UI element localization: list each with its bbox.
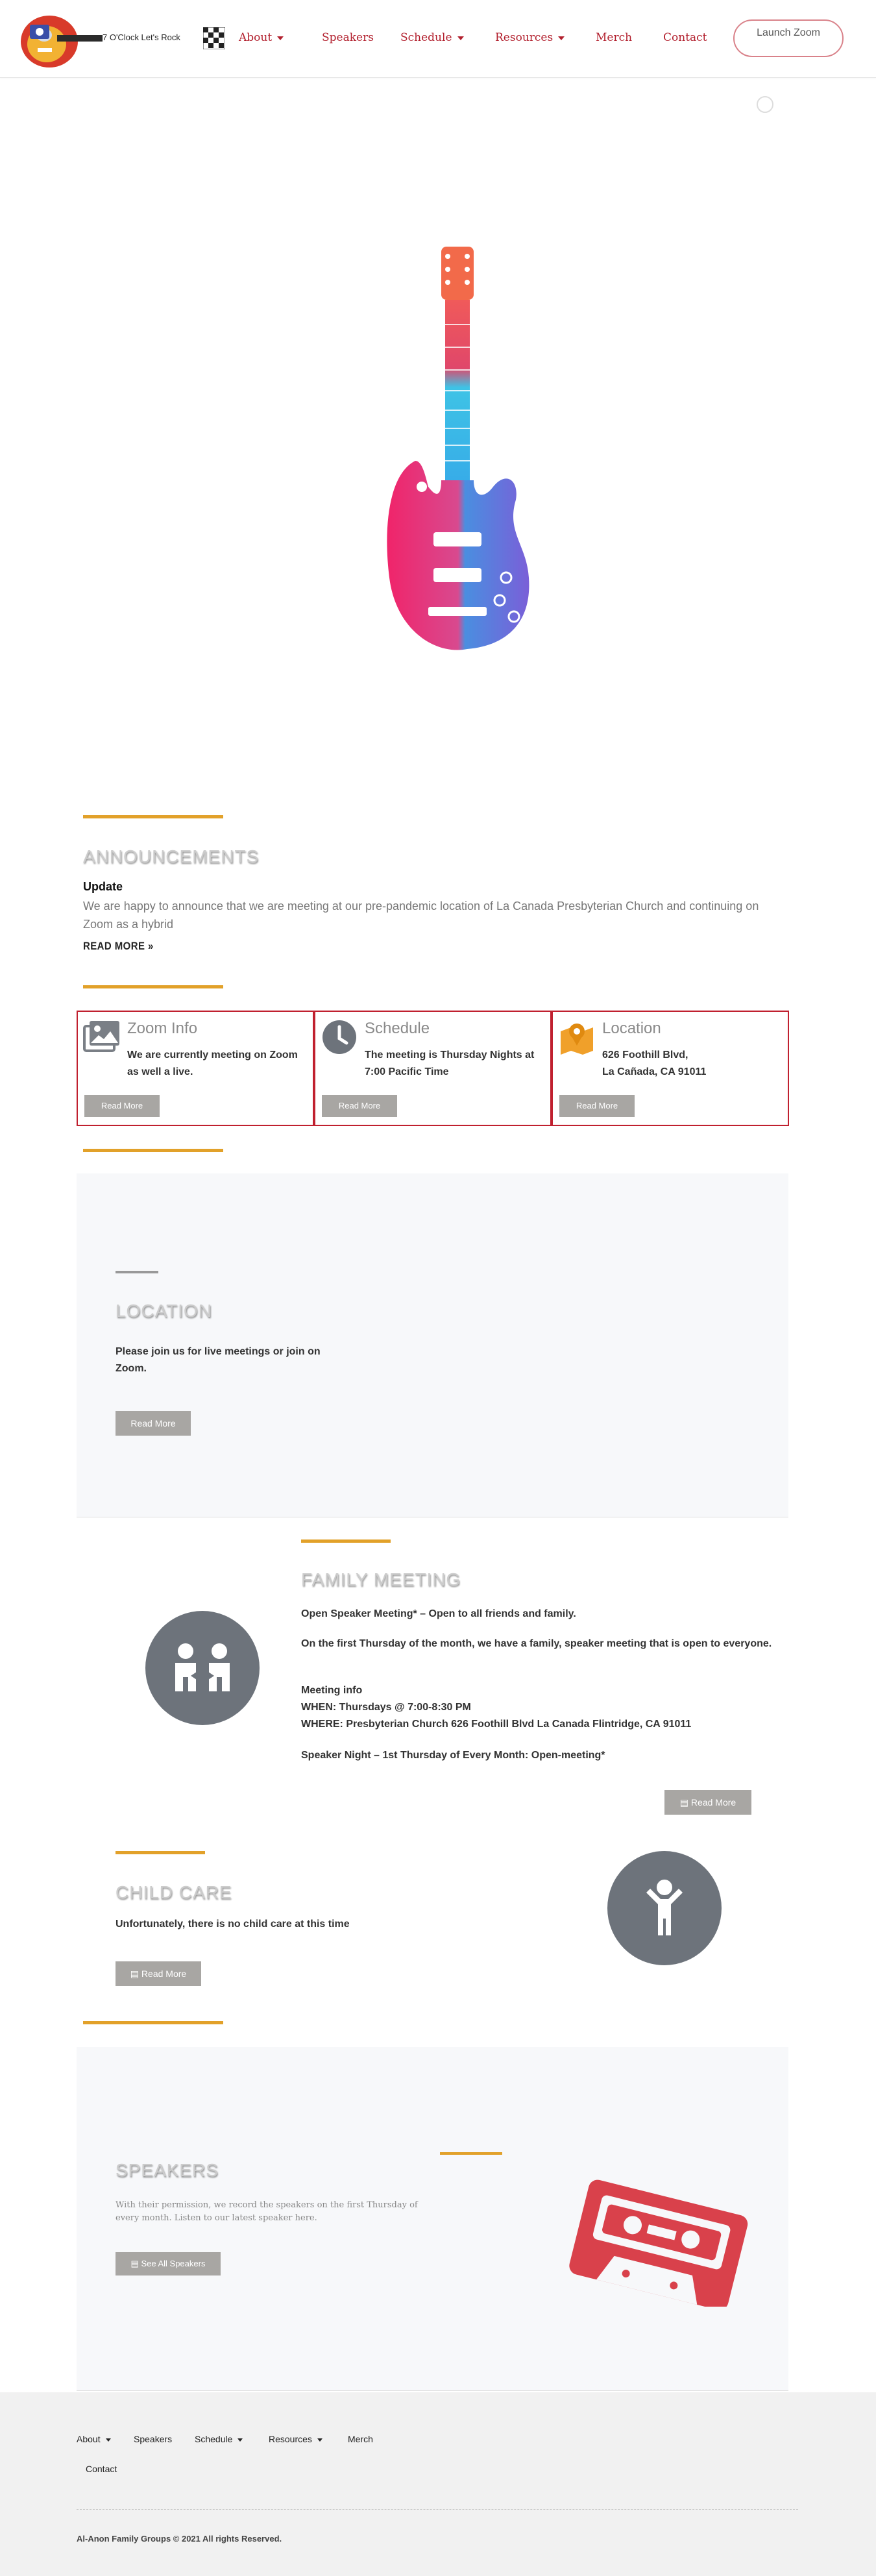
- site-header: [0, 0, 876, 78]
- speakers-section: [77, 2047, 788, 2391]
- copyright-text: Al-Anon Family Groups © 2021 All rights Reserved.: [77, 2534, 282, 2544]
- nav-resources-label: Resources: [495, 31, 554, 44]
- site-footer: [0, 2392, 876, 2576]
- checkered-icon: [203, 27, 225, 49]
- nav-schedule[interactable]: [400, 31, 464, 44]
- speakers-body: With their permission, we record the speakers on the first Thursday of every month. Listen to our latest speaker here.: [116, 2200, 418, 2223]
- announcement-body: We are happy to announce that we are meeting at our pre-pandemic location of La Canada Presbyterian Church and continuing on Zoom as a hybrid: [83, 900, 759, 931]
- section-divider: [440, 2152, 502, 2155]
- footer-schedule-label: Schedule: [195, 2434, 233, 2444]
- schedule-title: Schedule: [365, 1020, 430, 1037]
- meeting-when: WHEN: Thursdays @ 7:00-8:30 PM: [301, 1702, 471, 1713]
- nav-about[interactable]: [239, 31, 284, 44]
- announcements-title: ANNOUNCEMENTS: [83, 846, 260, 866]
- footer-nav-about[interactable]: [77, 2434, 111, 2444]
- footer-nav-resources[interactable]: [269, 2434, 322, 2444]
- people-icon: [145, 1611, 260, 1725]
- location-section: [77, 1173, 788, 1517]
- see-all-speakers-label: See All Speakers: [141, 2259, 206, 2268]
- nav-contact[interactable]: [663, 31, 707, 44]
- family-meeting-read-more-button[interactable]: [664, 1790, 751, 1815]
- zoom-info-read-more-button[interactable]: Read More: [84, 1095, 160, 1117]
- child-care-button-label: Read More: [141, 1969, 187, 1979]
- site-logo[interactable]: [18, 9, 213, 69]
- footer-nav-schedule[interactable]: [195, 2434, 243, 2444]
- section-divider: [116, 1271, 158, 1273]
- speakers-title: SPEAKERS: [116, 2160, 219, 2180]
- section-divider: [83, 815, 223, 818]
- location-read-more-button[interactable]: Read More: [559, 1095, 635, 1117]
- nav-schedule-label: Schedule: [400, 31, 452, 44]
- footer-nav-contact[interactable]: [86, 2464, 117, 2474]
- family-meeting-button-label: Read More: [690, 1797, 736, 1808]
- chevron-down-icon: [277, 36, 284, 40]
- document-icon: ▤: [679, 1797, 691, 1808]
- chevron-down-icon: [317, 2438, 322, 2442]
- image-gallery-icon: [83, 1018, 121, 1056]
- zoom-info-body: We are currently meeting on Zoom as well a live.: [127, 1049, 298, 1077]
- schedule-body: The meeting is Thursday Nights at 7:00 Pacific Time: [365, 1049, 535, 1077]
- map-icon: [558, 1018, 596, 1056]
- document-icon: ▤: [130, 2259, 141, 2268]
- footer-resources-label: Resources: [269, 2434, 312, 2444]
- footer-nav-speakers[interactable]: [134, 2434, 172, 2444]
- location-read-more-button[interactable]: Read More: [116, 1411, 191, 1436]
- section-divider: [83, 985, 223, 988]
- footer-divider: [77, 2509, 798, 2510]
- footer-nav-merch[interactable]: [348, 2434, 373, 2444]
- location-card-title: Location: [602, 1020, 661, 1037]
- cassette-tape-icon: [562, 2177, 757, 2307]
- meeting-where: WHERE: Presbyterian Church 626 Foothill Blvd La Canada Flintridge, CA 91011: [301, 1719, 692, 1730]
- schedule-card: [314, 1011, 552, 1126]
- child-care-icon-wrap: [607, 1851, 722, 1965]
- logo-text: 7 O'Clock Let's Rock: [103, 32, 180, 42]
- guitar-hero-image: [376, 240, 539, 662]
- child-care-body: Unfortunately, there is no child care at this time: [116, 1919, 350, 1930]
- nav-about-label: About: [239, 31, 273, 44]
- location-title: LOCATION: [116, 1301, 213, 1321]
- location-card-body: [602, 1047, 777, 1081]
- footer-about-label: About: [77, 2434, 101, 2444]
- section-divider: [116, 1851, 205, 1854]
- location-address-line2: La Cañada, CA 91011: [602, 1066, 707, 1077]
- document-icon: ▤: [130, 1969, 141, 1979]
- nav-merch-label: Merch: [596, 31, 633, 44]
- nav-speakers-label: Speakers: [322, 31, 374, 44]
- announcement-update-label: Update: [83, 880, 123, 893]
- zoom-info-card: [77, 1011, 314, 1126]
- schedule-read-more-button[interactable]: Read More: [322, 1095, 397, 1117]
- zoom-info-title: Zoom Info: [127, 1020, 198, 1037]
- footer-speakers-label: Speakers: [134, 2434, 173, 2444]
- chevron-down-icon: [457, 36, 464, 40]
- meeting-info-label: Meeting info: [301, 1685, 363, 1696]
- family-meeting-line2: On the first Thursday of the month, we have a family, speaker meeting that is open to everyone.: [301, 1638, 772, 1649]
- nav-speakers[interactable]: [322, 31, 374, 44]
- announcement-read-more-link[interactable]: READ MORE »: [83, 940, 154, 952]
- chevron-down-icon: [237, 2438, 243, 2442]
- section-divider: [83, 2021, 223, 2024]
- family-meeting-line1: Open Speaker Meeting* – Open to all friends and family.: [301, 1608, 576, 1619]
- location-card: [552, 1011, 789, 1126]
- child-icon: [607, 1851, 722, 1965]
- section-divider: [301, 1539, 391, 1543]
- family-meeting-icon-wrap: [145, 1611, 260, 1725]
- guitar-logo-icon: [18, 9, 103, 69]
- see-all-speakers-button[interactable]: [116, 2252, 221, 2275]
- chevron-down-icon: [558, 36, 565, 40]
- section-divider: [83, 1149, 223, 1152]
- child-care-title: CHILD CARE: [116, 1882, 232, 1902]
- nav-merch[interactable]: [596, 31, 632, 44]
- location-body: Please join us for live meetings or join on Zoom.: [116, 1346, 321, 1374]
- footer-merch-label: Merch: [348, 2434, 373, 2444]
- loading-spinner-icon: [757, 96, 773, 113]
- location-address-line1: 626 Foothill Blvd,: [602, 1049, 688, 1061]
- chevron-down-icon: [106, 2438, 111, 2442]
- launch-zoom-button[interactable]: Launch Zoom: [733, 19, 844, 57]
- child-care-read-more-button[interactable]: [116, 1961, 201, 1986]
- footer-contact-label: Contact: [86, 2464, 117, 2474]
- speaker-night-text: Speaker Night – 1st Thursday of Every Month: Open-meeting*: [301, 1750, 605, 1761]
- family-meeting-title: FAMILY MEETING: [301, 1569, 461, 1589]
- nav-resources[interactable]: [495, 31, 565, 44]
- clock-icon: [321, 1018, 358, 1056]
- nav-contact-label: Contact: [663, 31, 707, 44]
